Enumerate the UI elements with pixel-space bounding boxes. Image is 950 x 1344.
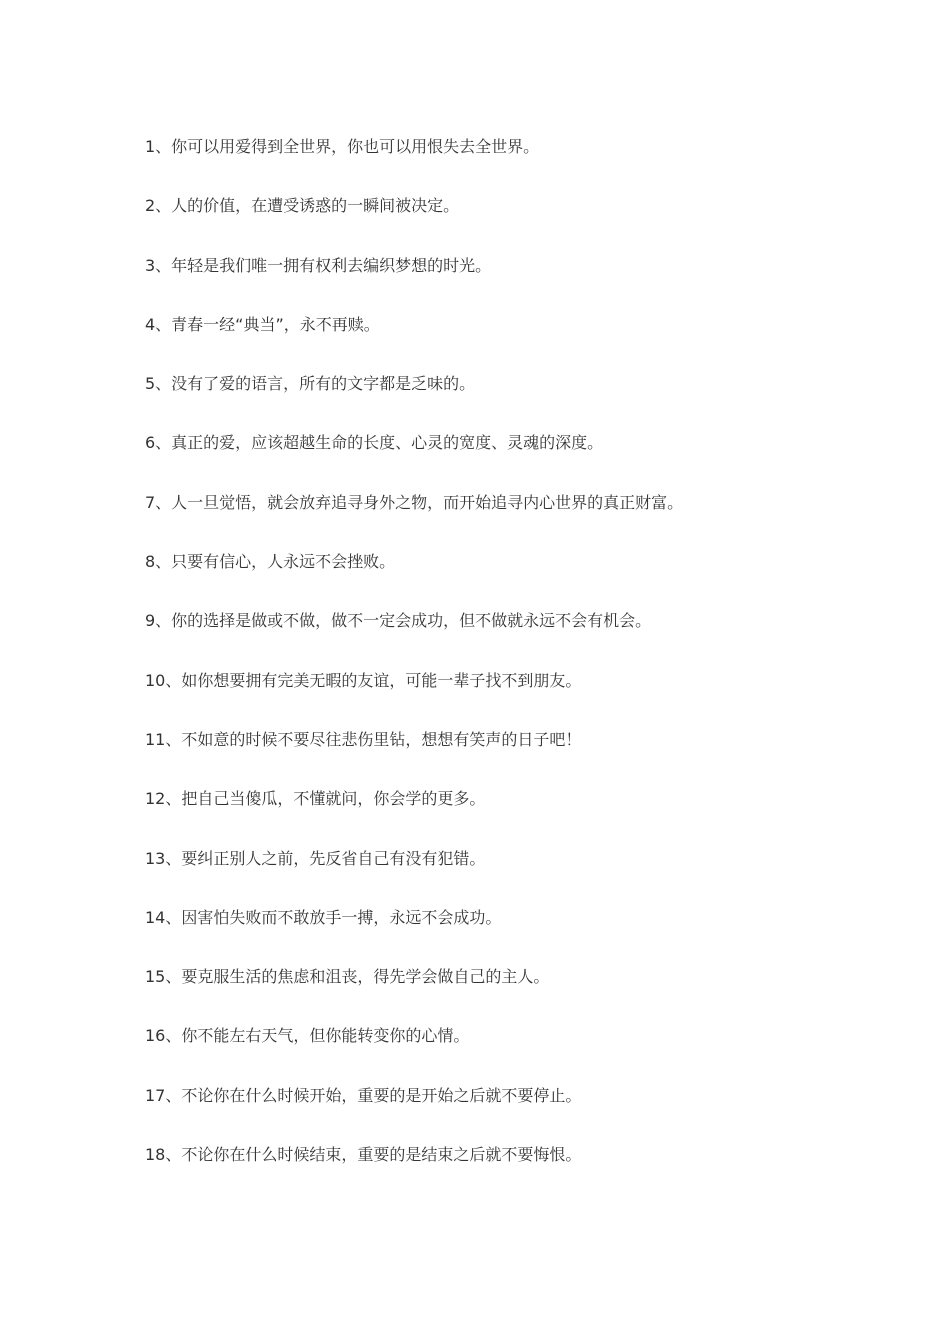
quote-item-18: 18、不论你在什么时候结束，重要的是结束之后就不要悔恨。 (145, 1145, 582, 1165)
quote-item-1: 1、你可以用爱得到全世界，你也可以用恨失去全世界。 (145, 137, 540, 156)
quote-item-13: 13、要纠正别人之前，先反省自己有没有犯错。 (145, 848, 486, 868)
quote-list (145, 134, 845, 1201)
quote-item-5: 5、没有了爱的语言，所有的文字都是乏味的。 (145, 374, 476, 394)
quote-item-7: 7、人一旦觉悟，就会放弃追寻身外之物，而开始追寻内心世界的真正财富。 (145, 492, 684, 512)
quote-item-6: 6、真正的爱，应该超越生命的长度、心灵的宽度、灵魂的深度。 (145, 433, 604, 453)
quote-item-16: 16、你不能左右天气，但你能转变你的心情。 (145, 1026, 470, 1046)
quote-item-15: 15、要克服生活的焦虑和沮丧，得先学会做自己的主人。 (145, 967, 550, 987)
quote-item-17: 17、不论你在什么时候开始，重要的是开始之后就不要停止。 (145, 1085, 582, 1105)
quote-item-10: 10、如你想要拥有完美无暇的友谊，可能一辈子找不到朋友。 (145, 670, 582, 690)
quote-item-2: 2、人的价值，在遭受诱惑的一瞬间被决定。 (145, 196, 460, 216)
quote-item-9: 9、你的选择是做或不做，做不一定会成功，但不做就永远不会有机会。 (145, 611, 652, 631)
quote-item-11: 11、不如意的时候不要尽往悲伤里钻，想想有笑声的日子吧！ (145, 729, 582, 749)
quote-item-12: 12、把自己当傻瓜，不懂就问，你会学的更多。 (145, 789, 486, 809)
quote-item-4: 4、青春一经“典当”，永不再赎。 (145, 314, 380, 334)
quote-item-8: 8、只要有信心，人永远不会挫败。 (145, 552, 396, 572)
quote-item-3: 3、年轻是我们唯一拥有权利去编织梦想的时光。 (145, 255, 492, 275)
quote-item-14: 14、因害怕失败而不敢放手一搏，永远不会成功。 (145, 907, 502, 927)
